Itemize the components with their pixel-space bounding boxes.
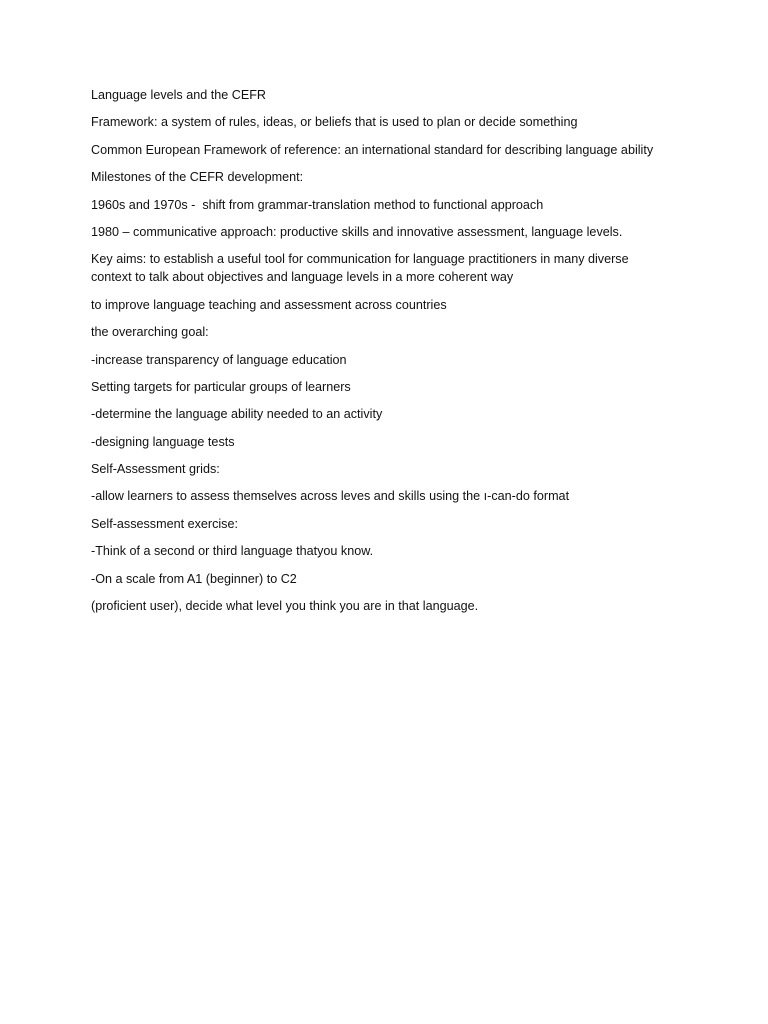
paragraph-key-aims: Key aims: to establish a useful tool for communication for language practitioners in many diverse context to talk about objectives and language levels in a more coherent way: [91, 252, 633, 285]
paragraph-self-assessment-exercise: Self-assessment exercise:: [91, 516, 238, 531]
paragraph-self-assessment-grids: Self-Assessment grids:: [91, 462, 220, 477]
document-title: Language levels and the CEFR: [91, 88, 267, 102]
list-item-scale: -On a scale from A1 (beginner) to C2: [91, 571, 297, 586]
paragraph-milestones-heading: Milestones of the CEFR development:: [91, 170, 304, 185]
paragraph-proficient-user: (proficient user), decide what level you think you are in that language.: [91, 599, 479, 614]
paragraph-improve-teaching: to improve language teaching and assessment across countries: [91, 297, 447, 312]
paragraph-overarching-goal: the overarching goal:: [91, 325, 209, 340]
paragraph-framework-definition: Framework: a system of rules, ideas, or beliefs that is used to plan or decide something: [91, 115, 578, 130]
paragraph-milestone-1980: 1980 – communicative approach: productive skills and innovative assessment, language levels.: [91, 224, 623, 239]
paragraph-milestone-1960s: 1960s and 1970s - shift from grammar-translation method to functional approach: [91, 197, 544, 212]
document-body: [91, 86, 691, 624]
list-item-designing-tests: -designing language tests: [91, 434, 235, 449]
list-item-allow-learners: -allow learners to assess themselves across leves and skills using the ı-can-do format: [91, 489, 570, 504]
list-item-think-language: -Think of a second or third language thatyou know.: [91, 544, 374, 559]
list-item-determine-ability: -determine the language ability needed to an activity: [91, 407, 383, 422]
paragraph-cefr-definition: Common European Framework of reference: an international standard for describing language ability: [91, 142, 654, 157]
paragraph-setting-targets: Setting targets for particular groups of learners: [91, 379, 351, 394]
list-item-transparency: -increase transparency of language education: [91, 352, 347, 367]
